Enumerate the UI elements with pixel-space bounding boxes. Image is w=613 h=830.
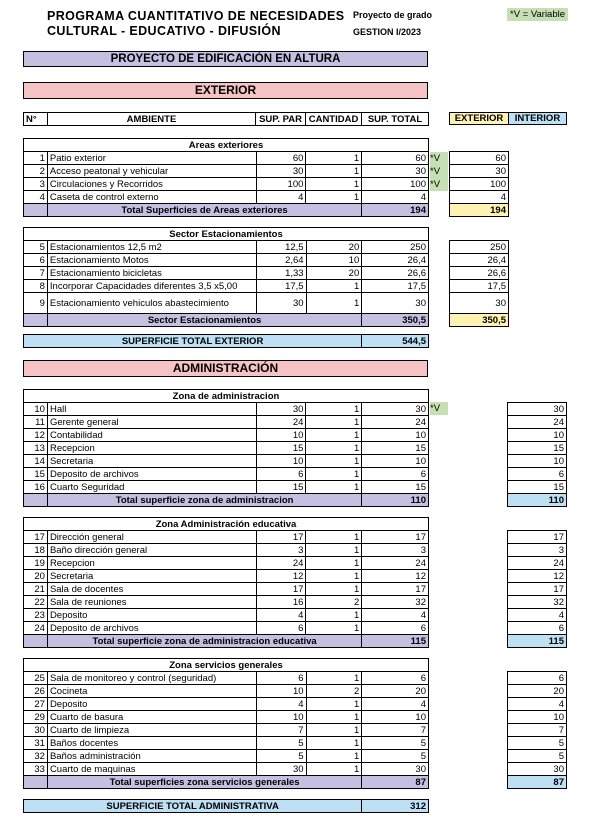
table-row: 7 Estacionamiento bicicletas 1,33 20 26,6: [24, 267, 429, 280]
total-row: Total superficie zona de administracion educativa 115: [24, 635, 429, 648]
table-row: 29 Cuarto de basura 10 1 10: [24, 711, 429, 724]
project-label: Proyecto de grado: [353, 10, 433, 20]
table-row: 24 Deposito de archivos 6 1 6: [24, 622, 429, 635]
table-row: 14 Secretaria 10 1 10: [24, 455, 429, 468]
table-row: 3 Circulaciones y Recorridos 100 1 100: [24, 178, 429, 191]
table-row: 2 Acceso peatonal y vehicular 30 1 30: [24, 165, 429, 178]
variable-legend: *V = Variable: [507, 8, 568, 21]
table-row: 9 Estacionamiento vehiculos abastecimiento 30 1 30: [24, 293, 429, 314]
table-zona-admin: [23, 389, 429, 507]
gestion-label: GESTION I/2023: [353, 27, 422, 37]
col-sup-total: SUP. TOTAL: [362, 113, 429, 126]
table-row: 25 Sala de monitoreo y control (seguridad) 6 1 6: [24, 672, 429, 685]
table-row: 20 Secretaria 12 1 12: [24, 570, 429, 583]
table-row: 10 Hall 30 1 30: [24, 403, 429, 416]
total-exterior: SUPERFICIE TOTAL EXTERIOR 544,5: [23, 334, 429, 348]
table-estacionamientos: [23, 227, 429, 327]
table-row: 1 Patio exterior 60 1 60: [24, 152, 429, 165]
variable-tag: *V: [430, 178, 448, 191]
interior-side-admin: 30 24 10 15 10 6 15 110: [507, 402, 567, 507]
table-row: 17 Dirección general 17 1 17: [24, 531, 429, 544]
table-row: 23 Deposito 4 1 4: [24, 609, 429, 622]
section-title: Zona de administracion: [24, 390, 429, 403]
table-areas-exteriores: [23, 138, 429, 217]
variable-tag: *V: [430, 402, 448, 415]
table-row: 8 Incorporar Capacidades diferentes 3,5 x5,00 17,5 1 17,5: [24, 280, 429, 293]
table-row: 21 Sala de docentes 17 1 17: [24, 583, 429, 596]
total-row: Total superficie zona de administracion 110: [24, 494, 429, 507]
table-row: 32 Baños administración 5 1 5: [24, 750, 429, 763]
table-row: 27 Deposito 4 1 4: [24, 698, 429, 711]
table-row: 18 Baño dirección general 3 1 3: [24, 544, 429, 557]
table-row: 6 Estacionamiento Motos 2,64 10 26,4: [24, 254, 429, 267]
total-row: Total Superficies de Areas exteriores 194: [24, 204, 429, 217]
col-cantidad: CANTIDAD: [306, 113, 362, 126]
table-zona-servicios: [23, 658, 429, 789]
variable-tag: *V: [430, 152, 448, 165]
col-exterior: EXTERIOR: [449, 112, 509, 125]
table-row: 26 Cocineta 10 2 20: [24, 685, 429, 698]
interior-side-serv: 6 20 4 10 7 5 5 30 87: [507, 671, 567, 789]
section-title: Areas exteriores: [24, 139, 429, 152]
total-row: Sector Estacionamientos 350,5: [24, 314, 429, 327]
table-row: 5 Estacionamientos 12,5 m2 12,5 20 250: [24, 241, 429, 254]
table-row: 13 Recepcion 15 1 15: [24, 442, 429, 455]
section-title: Zona servicios generales: [24, 659, 429, 672]
admin-title: ADMINISTRACIÓN: [23, 360, 428, 377]
total-row: Total superficies zona servicios generales 87: [24, 776, 429, 789]
column-header: [23, 112, 429, 126]
table-row: 30 Cuarto de limpieza 7 1 7: [24, 724, 429, 737]
table-row: 15 Deposito de archivos 6 1 6: [24, 468, 429, 481]
doc-title-line2: CULTURAL - EDUCATIVO - DIFUSIÓN: [47, 24, 281, 38]
col-n: N°: [24, 113, 48, 126]
section-title: Sector Estacionamientos: [24, 228, 429, 241]
exterior-side-estac: 250 26,4 26,6 17,5 30 350,5: [449, 240, 509, 327]
col-ambiente: AMBIENTE: [47, 113, 255, 126]
table-row: 33 Cuarto de maquinas 30 1 30: [24, 763, 429, 776]
section-title: Zona Administración educativa: [24, 518, 429, 531]
col-interior: INTERIOR: [508, 112, 567, 125]
table-row: 11 Gerente general 24 1 24: [24, 416, 429, 429]
total-administrativa: SUPERFICIE TOTAL ADMINISTRATIVA 312: [23, 799, 429, 813]
col-sup-par: SUP. PAR: [256, 113, 306, 126]
project-banner: PROYECTO DE EDIFICACIÓN EN ALTURA: [23, 51, 428, 67]
table-row: 12 Contabilidad 10 1 10: [24, 429, 429, 442]
table-row: 16 Cuarto Seguridad 15 1 15: [24, 481, 429, 494]
exterior-title: EXTERIOR: [23, 82, 428, 99]
table-row: 22 Sala de reuniones 16 2 32: [24, 596, 429, 609]
interior-side-edu: 17 3 24 12 17 32 4 6 115: [507, 530, 567, 648]
variable-tag: *V: [430, 165, 448, 178]
exterior-side-areas: 60 30 100 4 194: [449, 151, 509, 217]
table-row: 31 Baños docentes 5 1 5: [24, 737, 429, 750]
doc-title-line1: PROGRAMA CUANTITATIVO DE NECESIDADES: [47, 9, 345, 23]
table-row: 4 Caseta de control externo 4 1 4: [24, 191, 429, 204]
table-zona-educativa: [23, 517, 429, 648]
table-row: 19 Recepcion 24 1 24: [24, 557, 429, 570]
